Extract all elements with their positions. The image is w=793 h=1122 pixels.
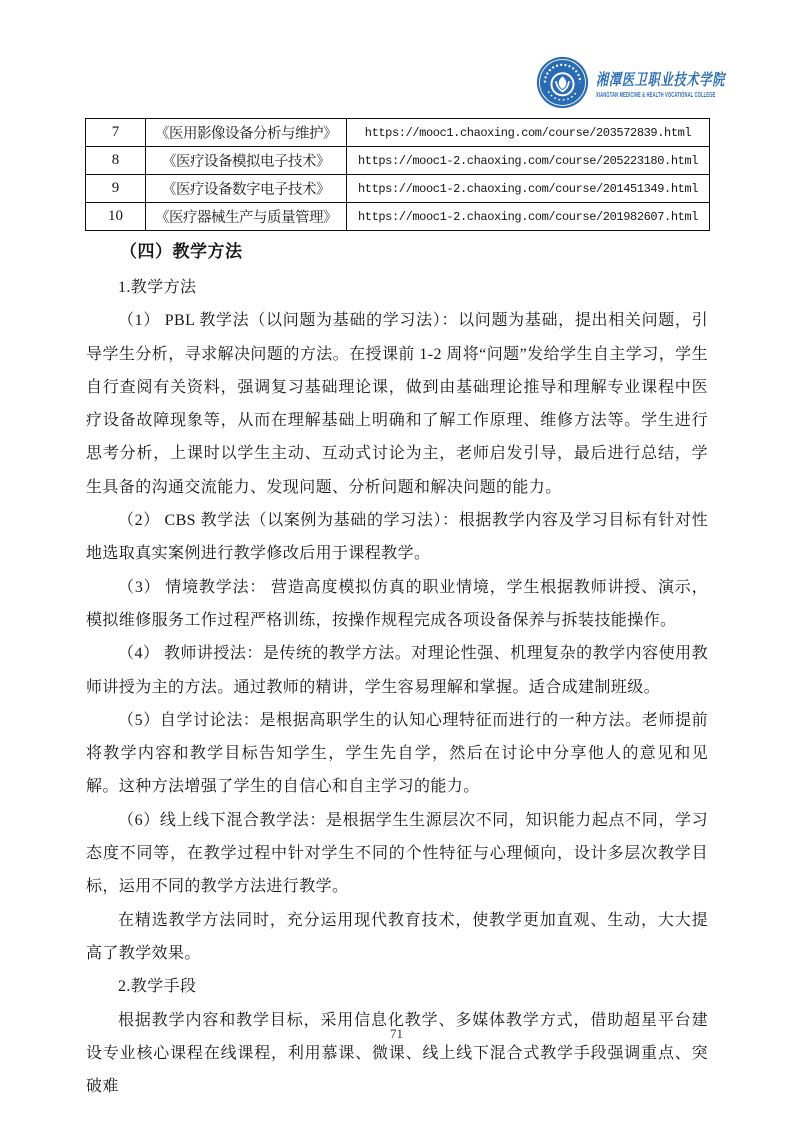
page-number: 71 — [390, 1026, 403, 1041]
course-url: https://mooc1.chaoxing.com/course/203572839.html — [347, 119, 710, 147]
subsection-title-1: 1.教学方法 — [118, 279, 197, 296]
course-title: 《医疗设备模拟电子技术》 — [146, 147, 347, 175]
college-name-en: XIANGTAN MEDICINE & HEALTH VOCATIONAL COLLEGE — [596, 91, 716, 99]
college-logo — [536, 56, 793, 109]
paragraph-teaching-means: 根据教学内容和教学目标，采用信息化教学、多媒体教学方式，借助超星平台建设专业核心课程在线课程，利用慕课、微课、线上线下混合式教学手段强调重点、突破难 — [86, 1011, 708, 1096]
table-row — [86, 147, 710, 175]
course-link-table — [85, 118, 710, 231]
course-title: 《医疗器械生产与质量管理》 — [146, 203, 347, 231]
course-url: https://mooc1-2.chaoxing.com/course/201451349.html — [347, 175, 710, 203]
course-title: 《医用影像设备分析与维护》 — [146, 119, 347, 147]
paragraph-self-study: （5）自学讨论法：是根据高职学生的认知心理特征而进行的一种方法。老师提前将教学内容和教学目标告知学生，学生先自学，然后在讨论中分享他人的意见和见解。这种方法增强了学生的自信心和自主学习的能力。 — [86, 711, 708, 796]
course-url: https://mooc1-2.chaoxing.com/course/201982607.html — [347, 203, 710, 231]
paragraph-cbs: （2） CBS 教学法（以案例为基础的学习法）：根据教学内容及学习目标有针对性地选取真实案例进行教学修改后用于课程教学。 — [86, 512, 708, 563]
subsection-title-2: 2.教学手段 — [118, 978, 197, 996]
table-row — [86, 175, 710, 203]
paragraph-situational: （3） 情境教学法： 营造高度模拟仿真的职业情境，学生根据教师讲授、演示，模拟维修服务工作过程严格训练，按操作规程完成各项设备保养与拆装技能操作。 — [86, 578, 708, 629]
course-url: https://mooc1-2.chaoxing.com/course/205223180.html — [347, 147, 710, 175]
paragraph-summary: 在精选教学方法同时，充分运用现代教育技术，使教学更加直观、生动，大大提高了教学效果。 — [86, 911, 708, 962]
course-title: 《医疗设备数字电子技术》 — [146, 175, 347, 203]
row-number: 10 — [86, 203, 146, 231]
row-number: 9 — [86, 175, 146, 203]
college-emblem-icon — [536, 56, 589, 109]
document-body — [86, 237, 708, 1103]
paragraph-pbl: （1） PBL 教学法（以问题为基础的学习法）：以问题为基础，提出相关问题，引导学生分析，寻求解决问题的方法。在授课前 1-2 周将“问题”发给学生自主学习，学生自行查阅有关资料，强调复习基础理论课，做到由基础理论推导和理解专业课程中医疗设备故障现象等，从而在理解基础上明确和了解工作原理、维修方法等。学生进行思考分析，上课时以学生主动、互动式讨论为主，老师启发引导，最后进行总结，学生具备的沟通交流能力、发现问题、分析问题和解决问题的能力。 — [86, 312, 708, 496]
row-number: 7 — [86, 119, 146, 147]
paragraph-blended: （6）线上线下混合教学法：是根据学生生源层次不同，知识能力起点不同，学习态度不同等，在教学过程中针对学生不同的个性特征与心理倾向，设计多层次教学目标，运用不同的教学方法进行教学。 — [86, 811, 708, 896]
table-row — [86, 203, 710, 231]
table-row — [86, 119, 710, 147]
paragraph-lecture: （4） 教师讲授法：是传统的教学方法。对理论性强、机理复杂的教学内容使用教师讲授为主的方法。通过教师的精讲，学生容易理解和掌握。适合成建制班级。 — [86, 645, 708, 696]
section-heading: （四）教学方法 — [120, 242, 243, 261]
college-logo-text — [596, 67, 793, 99]
college-name-zh: 湘潭医卫职业技术学院 — [596, 71, 726, 89]
row-number: 8 — [86, 147, 146, 175]
